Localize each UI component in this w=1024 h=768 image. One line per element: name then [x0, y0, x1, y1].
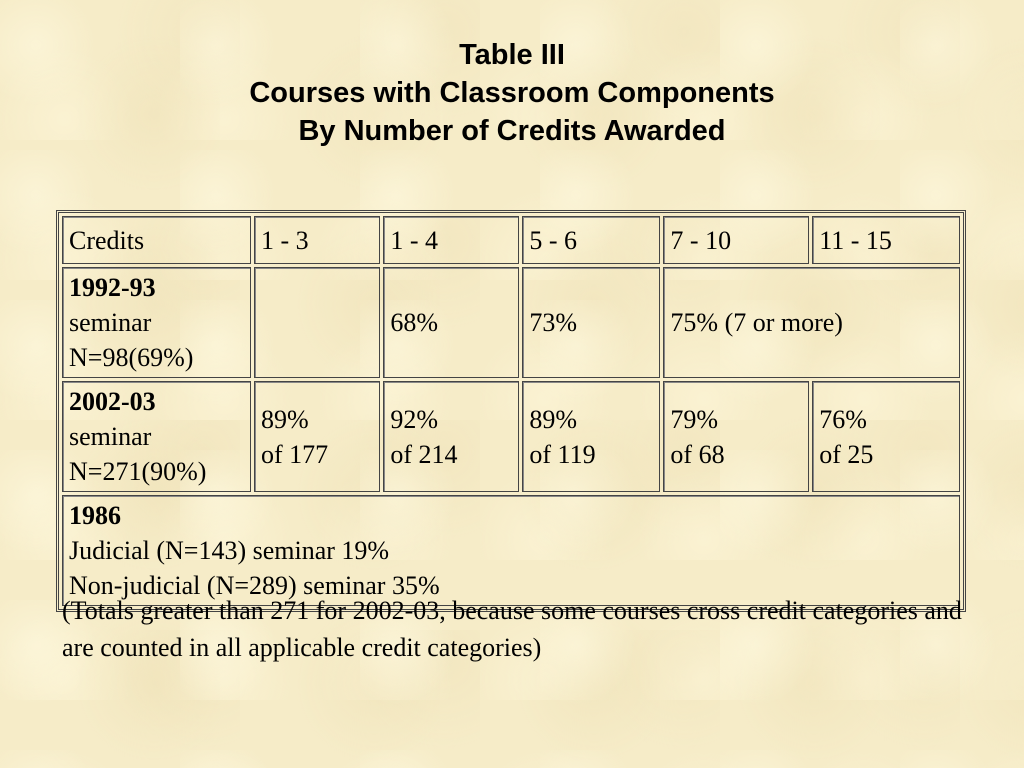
cell-1992-1-4: 68%: [383, 267, 519, 378]
cell-2002-1-4: [383, 381, 519, 492]
cell-of: of 214: [390, 439, 458, 469]
row-type: seminar: [69, 308, 152, 337]
row-n: N=271(90%): [69, 457, 207, 486]
cell-pct: 76%: [819, 404, 867, 434]
credits-table: [58, 212, 964, 610]
header-5-6: 5 - 6: [522, 216, 660, 264]
table-row-2002: [62, 381, 960, 492]
footnote: (Totals greater than 271 for 2002-03, because some courses cross credit categories and are counted in all applicable credit categories): [62, 596, 962, 662]
judicial-line: Judicial (N=143) seminar 19%: [69, 536, 390, 565]
header-credits: Credits: [62, 216, 251, 264]
row-year: 1992-93: [69, 273, 156, 302]
row-label-1992: [62, 267, 251, 378]
row-1986-cell: [62, 495, 960, 606]
cell-1992-5-6: 73%: [522, 267, 660, 378]
cell-1992-1-3: [254, 267, 380, 378]
row-year: 1986: [69, 501, 121, 530]
cell-2002-5-6: [522, 381, 660, 492]
title-line-3: By Number of Credits Awarded: [298, 115, 726, 147]
nonjudicial-line: Non-judicial (N=289) seminar 35%: [69, 571, 440, 600]
row-year: 2002-03: [69, 387, 156, 416]
table-header-row: [62, 216, 960, 264]
cell-of: of 177: [261, 439, 329, 469]
slide-title: [0, 36, 1024, 150]
title-line-2: Courses with Classroom Components: [249, 77, 775, 109]
cell-2002-7-10: [663, 381, 809, 492]
cell-pct: 92%: [390, 404, 438, 434]
row-label-2002: [62, 381, 251, 492]
cell-2002-1-3: [254, 381, 380, 492]
table-row-1986: [62, 495, 960, 606]
table-row-1992: [62, 267, 960, 378]
header-1-4: 1 - 4: [383, 216, 519, 264]
cell-of: of 119: [529, 439, 596, 469]
cell-of: of 68: [670, 439, 725, 469]
cell-1992-7-plus: 75% (7 or more): [663, 267, 960, 378]
header-1-3: 1 - 3: [254, 216, 380, 264]
title-line-1: Table III: [459, 39, 565, 71]
header-7-10: 7 - 10: [663, 216, 809, 264]
row-n: N=98(69%): [69, 343, 194, 372]
header-11-15: 11 - 15: [812, 216, 960, 264]
cell-of: of 25: [819, 439, 874, 469]
cell-pct: 79%: [670, 404, 719, 434]
cell-2002-11-15: [812, 381, 960, 492]
cell-pct: 89%: [529, 404, 578, 434]
cell-pct: 89%: [261, 404, 309, 434]
row-type: seminar: [69, 422, 152, 451]
